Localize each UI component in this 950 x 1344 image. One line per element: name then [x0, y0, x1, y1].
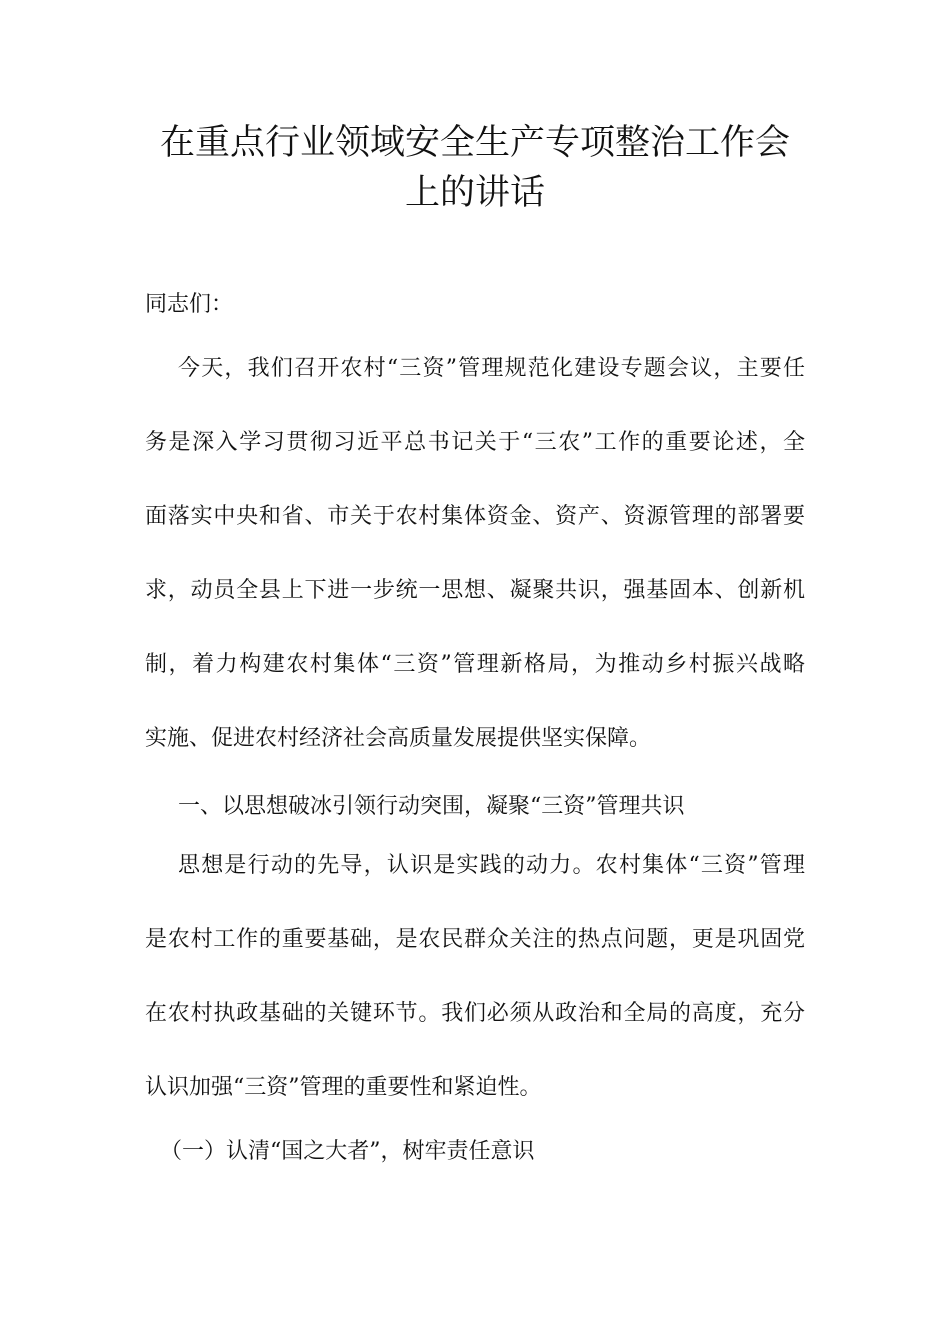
paragraph-line: 务是深入学习贯彻习近平总书记关于“三农”工作的重要论述，全 [145, 430, 805, 455]
paragraph-line: 制，着力构建农村集体“三资”管理新格局，为推动乡村振兴战略 [145, 652, 805, 677]
paragraph-line: 今天，我们召开农村“三资”管理规范化建设专题会议，主要任 [178, 356, 805, 381]
salutation: 同志们： [145, 292, 234, 317]
section-heading: 一、以思想破冰引领行动突围，凝聚“三资”管理共识 [178, 794, 685, 819]
paragraph-line: 面落实中央和省、市关于农村集体资金、资产、资源管理的部署要 [145, 504, 805, 529]
document-title-line-2: 上的讲话 [404, 173, 545, 213]
subsection-heading: （一）认清“国之大者”，树牢责任意识 [160, 1139, 535, 1164]
paragraph-line: 思想是行动的先导，认识是实践的动力。农村集体“三资”管理 [178, 853, 805, 878]
paragraph-line: 在农村执政基础的关键环节。我们必须从政治和全局的高度，充分 [145, 1001, 805, 1026]
paragraph-line: 求，动员全县上下进一步统一思想、凝聚共识，强基固本、创新机 [145, 578, 805, 603]
paragraph-line: 是农村工作的重要基础，是农民群众关注的热点问题，更是巩固党 [145, 927, 805, 952]
paragraph-line: 认识加强“三资”管理的重要性和紧迫性。 [145, 1075, 542, 1100]
paragraph-line: 实施、促进农村经济社会高质量发展提供坚实保障。 [145, 726, 652, 751]
document-title-line-1: 在重点行业领域安全生产专项整治工作会 [160, 123, 791, 163]
